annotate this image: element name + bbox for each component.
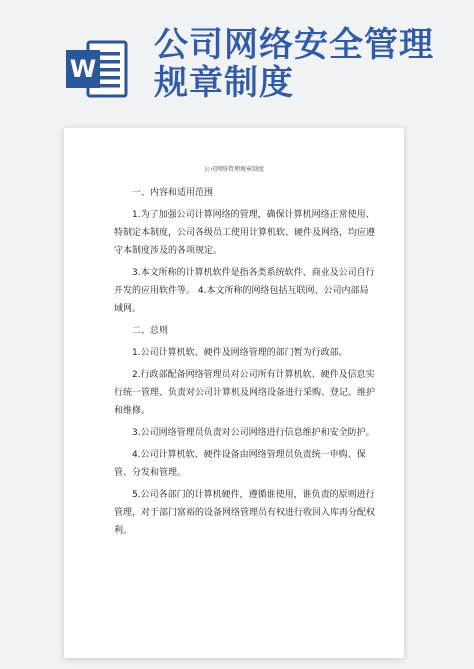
paragraph-general-2: 2.行政部配备网络管理员对公司所有计算机软、硬件及信息实行统一管理、负责对公司计算机及网络设备进行采购、登记、维护和维修。 [114,370,376,416]
paragraph-general-4: 4.公司计算机软、硬件设备由网络管理员负责统一申购、保管、分发和管理。 [114,450,366,478]
paragraph-general-5: 5.公司各部门的计算机硬件，遵循谁使用，谁负责的原则进行管理，对于部门富裕的设备网络管理员有权进行收回入库再分配权利。 [114,490,376,536]
banner-title-line-2: 规章制度 [154,63,294,103]
banner [0,0,474,128]
word-icon-letter: W [69,55,97,83]
word-document-icon [66,40,128,98]
document-title: 公司网络管理规章制度 [203,166,264,173]
section-heading-general: 二、总则 [132,326,169,336]
document-body [114,184,376,540]
banner-title [154,26,454,102]
banner-title-line-1: 公司网络安全管理 [154,25,434,65]
paragraph-general-1: 1.公司计算机软、硬件及网络管理的部门暂为行政部。 [132,348,348,358]
paragraph-scope-1: 1.为了加强公司计算网络的管理，确保计算机网络正常使用、特制定本制度，公司各级员工使用计算机软、硬件及网络，均应遵守本制度涉及的各项规定。 [114,210,376,256]
paragraph-general-3: 3.公司网络管理员负责对公司网络进行信息维护和安全防护。 [132,428,375,438]
paragraph-scope-3: 3.本文所称的计算机软件是指各类系统软件、商业及公司自行开发的应用软件等。 4.本文所称的网络包括互联网、公司内部局域网。 [114,268,375,314]
section-heading-scope: 一、内容和适用范围 [132,188,214,198]
document-page [64,128,404,658]
